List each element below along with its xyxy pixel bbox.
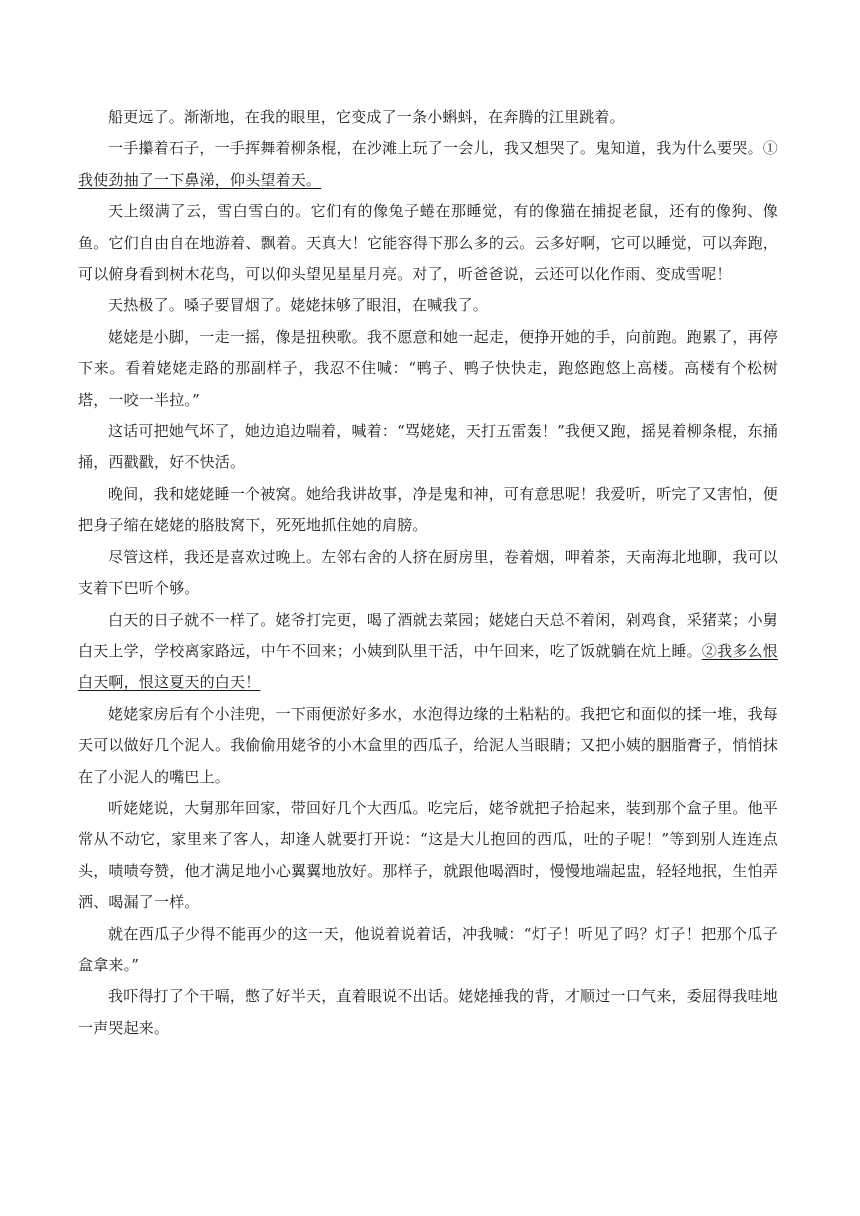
text-segment: 一手攥着石子，一手挥舞着柳条棍，在沙滩上玩了一会儿，我又想哭了。鬼知道，我为什么要哭。①: [108, 139, 778, 158]
paragraph: [78, 196, 778, 290]
text-segment: 船更远了。渐渐地，在我的眼里，它变成了一条小蝌蚪，在奔腾的江里跳着。: [108, 108, 625, 126]
paragraph: [78, 133, 778, 196]
text-segment: 我吓得打了个干嗝，憋了好半天，直着眼说不出话。姥姥捶我的背，才顺过一口气来，委屈得我哇地一声哭起来。: [78, 987, 778, 1037]
paragraph: [78, 416, 778, 479]
text-segment: 姥姥是小脚，一走一摇，像是扭秧歌。我不愿意和她一起走，便挣开她的手，向前跑。跑累了，再停下来。看着姥姥走路的那副样子，我忍不住喊：“鸭子、鸭子快快走，跑悠跑悠上高楼。高楼有个松树塔，一咬一半拉。”: [78, 327, 778, 409]
text-segment: 白天的日子就不一样了。姥爷打完更，喝了酒就去菜园；姥姥白天总不着闲，剁鸡食，采猪菜；小舅白天上学，学校离家路远，中午不回来；小姨到队里干活，中午回来，吃了饭就躺在炕上睡。: [78, 610, 778, 660]
text-segment: 晚间，我和姥姥睡一个被窝。她给我讲故事，净是鬼和神，可有意思呢！我爱听，听完了又害怕，便把身子缩在姥姥的胳肢窝下，死死地抓住她的肩膀。: [78, 484, 778, 535]
document-body: [78, 102, 778, 1044]
text-segment: 天热极了。嗓子要冒烟了。姥姥抹够了眼泪，在喊我了。: [108, 296, 489, 315]
paragraph: [78, 102, 778, 133]
paragraph: [78, 981, 778, 1044]
underlined-sentence: ②我多么恨白天啊，恨这夏天的白天！: [78, 641, 778, 692]
paragraph: [78, 542, 778, 605]
paragraph: [78, 605, 778, 699]
paragraph: [78, 322, 778, 416]
text-segment: 这话可把她气坏了，她边追边喘着，喊着：“骂姥姥，天打五雷轰！”我便又跑，摇晃着柳条棍，东捅捅，西戳戳，好不快活。: [78, 422, 778, 472]
text-segment: 姥姥家房后有个小洼兜，一下雨便淤好多水，水泡得边缘的土粘粘的。我把它和面似的揉一堆，我每天可以做好几个泥人。我偷偷用姥爷的小木盒里的西瓜子，给泥人当眼睛；又把小姨的胭脂膏子，悄悄抹在了小泥人的嘴巴上。: [78, 704, 778, 786]
text-segment: 就在西瓜子少得不能再少的这一天，他说着说着话，冲我喊：“灯子！听见了吗？灯子！把那个瓜子盒拿来。”: [78, 924, 778, 974]
underlined-sentence: 我使劲抽了一下鼻涕，仰头望着天。: [78, 170, 322, 189]
text-segment: 听姥姥说，大舅那年回家，带回好几个大西瓜。吃完后，姥爷就把子拾起来，装到那个盒子里。他平常从不动它，家里来了客人，却逢人就要打开说：“这是大儿抱回的西瓜，吐的子呢！”等到别人连连点头，啧啧夸赞，他才满足地小心翼翼地放好。那样子，就跟他喝酒时，慢慢地端起盅，轻轻地抿，生怕弄洒、喝漏了一样。: [78, 798, 778, 912]
text-segment: 天上缀满了云，雪白雪白的。它们有的像兔子蜷在那睡觉，有的像猫在捕捉老鼠，还有的像狗、像鱼。它们自由自在地游着、飘着。天真大！它能容得下那么多的云。云多好啊，它可以睡觉，可以奔跑，可以俯身看到树木花鸟，可以仰头望见星星月亮。对了，听爸爸说，云还可以化作雨、变成雪呢！: [78, 202, 778, 284]
paragraph: [78, 479, 778, 542]
paragraph: [78, 793, 778, 919]
text-segment: 尽管这样，我还是喜欢过晚上。左邻右舍的人挤在厨房里，卷着烟，呷着茶，天南海北地聊，我可以支着下巴听个够。: [78, 547, 778, 598]
paragraph: [78, 290, 778, 321]
paragraph: [78, 699, 778, 793]
paragraph: [78, 919, 778, 982]
